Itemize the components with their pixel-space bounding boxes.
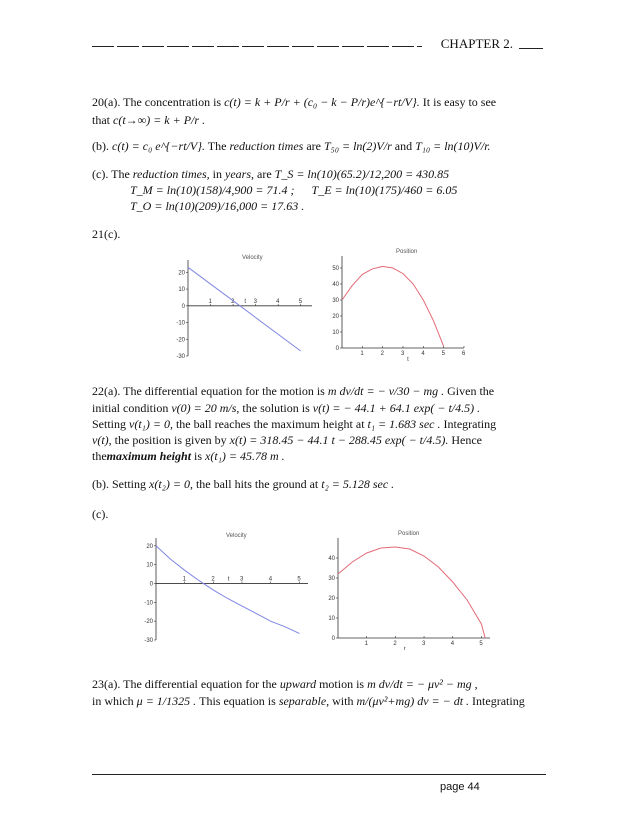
x-tick-label: 2 (231, 298, 235, 305)
y-tick-label: -30 (176, 354, 185, 360)
equation: x(t) = 318.45 − 44.1 t − 288.45 exp( − t/4.5). (229, 433, 449, 447)
chart-velocity-2 (136, 528, 314, 646)
y-tick-label: 30 (328, 576, 335, 582)
x-axis-t-marker: t (227, 576, 230, 583)
x-tick-label: 2 (393, 641, 397, 647)
text: , the ball hits the ground at (189, 477, 319, 491)
label: 23(a). (92, 677, 121, 691)
problem-22a-line5 (92, 448, 285, 464)
problem-22a (92, 383, 494, 399)
text: Setting (112, 477, 147, 491)
header-rule (92, 46, 422, 47)
text: are (306, 139, 321, 153)
unit: m/s (219, 401, 237, 415)
equation: T₁₀ = ln(10)V/r. (415, 139, 491, 153)
text: The (111, 167, 130, 181)
text: is (194, 449, 203, 463)
problem-22a-line3 (92, 416, 496, 432)
text: in which (92, 694, 134, 708)
text: Integrating (443, 417, 497, 431)
problem-22b (92, 476, 394, 492)
text: , the ball reaches the maximum height at (169, 417, 365, 431)
equation: x(t₁) = 45.78 (205, 449, 267, 463)
equation: c(t) = k + P/r + (c₀ − k − P/r)e^{−rt/V}. (224, 95, 420, 109)
chart-position-1 (328, 244, 468, 362)
y-tick-label: -10 (144, 600, 153, 607)
equation: T_S = ln(10)(65.2)/12,200 = 430.85 (274, 167, 450, 181)
x-tick-label: 3 (422, 641, 426, 647)
equation: v(t) (92, 433, 109, 447)
chart-position-2 (318, 526, 496, 650)
text: Setting (92, 417, 127, 431)
text: that (92, 113, 110, 127)
y-tick-label: 20 (146, 543, 153, 550)
page-number: page 44 (440, 781, 480, 793)
label: (b). (92, 477, 109, 491)
label: (b). (92, 139, 109, 153)
equation: m/(μv²+mg) dv = − dt . (356, 694, 470, 708)
series-line (188, 267, 301, 351)
x-tick-label: 4 (450, 641, 455, 647)
y-tick-label: -20 (176, 337, 185, 344)
series-line (338, 547, 485, 638)
y-tick-label: -20 (144, 619, 153, 626)
y-tick-label: 40 (328, 556, 335, 562)
y-tick-label: 0 (181, 303, 185, 310)
y-tick-label: 40 (332, 282, 339, 288)
x-tick-label: 4 (276, 298, 280, 305)
label: (c). (92, 507, 109, 521)
x-tick-label: 5 (298, 298, 303, 305)
text: It is easy to see (422, 95, 497, 109)
term: reduction times (229, 139, 304, 153)
y-tick-label: 20 (332, 314, 339, 320)
text: The concentration is (123, 95, 222, 109)
text: and (394, 139, 413, 153)
x-tick-label: 2 (380, 351, 385, 357)
problem-22a-line2 (92, 400, 480, 416)
y-tick-label: 10 (178, 287, 185, 294)
equation: m dv/dt = − μv² − mg , (367, 677, 478, 691)
equation: v(t) = − 44.1 + 64.1 exp( − t/4.5) . (312, 401, 481, 415)
text: , the solution is (236, 401, 310, 415)
x-tick-label: 6 (462, 351, 466, 357)
unit: m . (269, 449, 285, 463)
equation: T_O = ln(10)(209)/16,000 = 17.63 . (130, 199, 305, 213)
x-tick-label: 2 (211, 576, 215, 583)
chapter-title: CHAPTER 2. (440, 36, 513, 51)
text: The differential equation for the motion is (123, 384, 325, 398)
equation: c(t→∞) = k + P/r . (113, 113, 206, 127)
x-axis-t-marker: t (407, 357, 409, 362)
x-tick-label: 3 (401, 351, 405, 357)
y-tick-label: 20 (328, 596, 335, 602)
equation: v(0) = 20 (171, 401, 217, 415)
x-tick-label: 5 (441, 351, 446, 357)
y-tick-label: 0 (331, 636, 335, 642)
x-tick-label: 1 (182, 576, 187, 583)
x-tick-label: 4 (421, 351, 425, 357)
x-tick-label: 5 (479, 641, 483, 647)
problem-23a-line2 (92, 693, 525, 709)
x-tick-label: 1 (364, 641, 369, 647)
y-tick-label: 10 (328, 616, 335, 622)
text: are (257, 167, 272, 181)
equation: x(t₂) = 0 (149, 477, 190, 491)
label: 22(a). (92, 384, 121, 398)
chart-title: Velocity (242, 255, 263, 261)
label: (c). (92, 167, 109, 181)
text: Integrating (472, 694, 525, 708)
term: maximum height (106, 449, 192, 463)
problem-20a-line2 (92, 112, 205, 128)
text: The (207, 139, 227, 153)
x-tick-label: 5 (297, 576, 301, 583)
equation: T₅₀ = ln(2)V/r (323, 139, 392, 153)
y-tick-label: 0 (149, 581, 153, 588)
text: initial condition (92, 401, 169, 415)
term: upward (279, 677, 317, 691)
series-line (342, 266, 444, 346)
problem-23a (92, 676, 478, 692)
x-axis-t-marker: t (244, 298, 247, 305)
series-line (156, 546, 299, 634)
problem-20a (92, 94, 496, 110)
problem-20c-line2 (130, 182, 457, 198)
problem-22c (92, 506, 108, 522)
text: This equation is (199, 694, 276, 708)
problem-20b (92, 138, 491, 154)
y-tick-label: 30 (332, 298, 339, 304)
equation: T_M = ln(10)(158)/4,900 = 71.4 ; (130, 183, 295, 197)
chart-title: Velocity (226, 533, 247, 539)
x-tick-label: 1 (208, 298, 212, 305)
equation: T_E = ln(10)(175)/460 = 6.05 (311, 183, 458, 197)
text: Given the (447, 384, 495, 398)
y-tick-label: 10 (146, 562, 153, 569)
text: , the position is given by (108, 433, 227, 447)
equation: t₁ = 1.683 (367, 417, 417, 431)
term: separable, (278, 694, 330, 708)
text: with (332, 694, 354, 708)
y-tick-label: 0 (335, 346, 339, 352)
x-tick-label: 3 (253, 298, 257, 305)
unit: sec . (372, 477, 395, 491)
text: in (212, 167, 222, 181)
problem-21c (92, 226, 120, 242)
equation: t₂ = 5.128 (321, 477, 370, 491)
y-tick-label: 20 (178, 270, 185, 277)
chart-velocity-1 (172, 250, 317, 362)
chart-title: Position (396, 249, 418, 255)
problem-20c (92, 166, 449, 182)
problem-22a-line4 (92, 432, 482, 448)
y-tick-label: -10 (176, 320, 185, 327)
text: Hence (451, 433, 483, 447)
label: 20(a). (92, 95, 121, 109)
equation: m dv/dt = − v/30 − mg . (327, 384, 445, 398)
equation: c(t) = c₀ e^{−rt/V}. (112, 139, 205, 153)
footer-rule (92, 774, 546, 775)
label: 21(c). (92, 227, 121, 241)
equation: v(t₁) = 0 (129, 417, 170, 431)
text: The differential equation for the (123, 677, 277, 691)
x-tick-label: 4 (268, 576, 273, 583)
x-axis-t-marker: t (403, 647, 406, 650)
equation: μ = 1/1325 . (136, 694, 197, 708)
y-tick-label: -30 (144, 638, 153, 644)
term: years, (225, 167, 254, 181)
y-tick-label: 50 (332, 266, 339, 272)
unit: sec . (419, 417, 441, 431)
term: reduction times, (132, 167, 210, 181)
text: motion is (319, 677, 365, 691)
problem-20c-line3 (130, 198, 304, 214)
chapter-header (441, 36, 543, 52)
y-tick-label: 10 (332, 330, 339, 336)
chart-title: Position (398, 531, 420, 537)
text: the (92, 449, 107, 463)
x-tick-label: 1 (360, 351, 364, 357)
x-tick-label: 3 (240, 576, 244, 583)
